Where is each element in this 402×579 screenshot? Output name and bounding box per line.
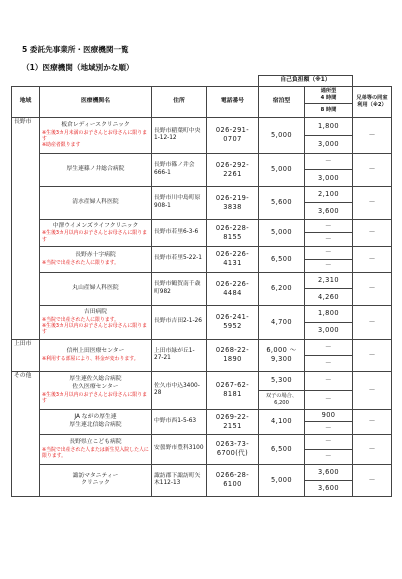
- facility-name-cell: [40, 305, 152, 339]
- facility-name-cell: [40, 186, 152, 219]
- facility-note: ※助産者限ります: [42, 142, 81, 149]
- phone-cell: 0268-22-1890: [207, 339, 259, 371]
- facility-name: JA ながの厚生連: [74, 414, 117, 421]
- facility-name: 清水産婦人科医院: [72, 198, 119, 205]
- facility-name: 長野赤十字病院: [75, 252, 116, 259]
- region-cell: 上田市: [12, 339, 40, 371]
- facility-name: 丸山産婦人科医院: [72, 284, 119, 291]
- stay-fee-cell: 6,200: [259, 272, 305, 305]
- facility-name-cell: [40, 371, 152, 409]
- facility-note: ※生後3カ月以内のお子さんとお母さんに限ります: [42, 391, 148, 405]
- visit8-fee-cell: －: [305, 233, 353, 247]
- visit4-fee-cell: －: [305, 219, 353, 233]
- facility-note: ※当院で出産された人に限ります。: [42, 316, 120, 323]
- table-row: [12, 186, 392, 203]
- stay-fee-cell: 4,700: [259, 305, 305, 339]
- phone-cell: 0266-28-6100: [207, 464, 259, 496]
- sibling-cell: －: [353, 464, 392, 496]
- visit4-fee-cell: 1,800: [305, 117, 353, 135]
- facility-name: 厚生連篠ノ井総合病院: [66, 165, 125, 172]
- table-row: [12, 246, 392, 259]
- address-cell: 長野市若里6-3-6: [152, 219, 207, 246]
- sibling-cell: －: [353, 246, 392, 272]
- table-row: [12, 305, 392, 322]
- stay-fee-cell: 5,000: [259, 117, 305, 153]
- address-cell: 長野市稲葉町中央1-12-12: [152, 117, 207, 153]
- visit8-header: 8 時間: [305, 103, 353, 117]
- stay-fee-cell: 5,300: [259, 371, 305, 390]
- visit8-fee-cell: －: [305, 390, 353, 409]
- address-cell: 中野市西1-5-63: [152, 409, 207, 434]
- facility-name-cell: [40, 153, 152, 186]
- visit8-fee-cell: －: [305, 449, 353, 464]
- stay-fee-cell: 4,100: [259, 409, 305, 434]
- sibling-cell: －: [353, 371, 392, 409]
- visit4-fee-cell: 900: [305, 409, 353, 422]
- facility-name: 諏訪マタニティー: [72, 472, 119, 479]
- visit8-fee-cell: 3,600: [305, 203, 353, 220]
- stay-header: 宿泊型: [259, 86, 305, 117]
- sibling-cell: －: [353, 219, 392, 246]
- facility-name-cell: [40, 464, 152, 496]
- facility-name: 吉田病院: [83, 308, 108, 315]
- table-row: [12, 464, 392, 480]
- stay-fee-cell: 6,500: [259, 246, 305, 272]
- facility-name: 板倉レディースクリニック: [61, 121, 130, 128]
- facility-note: ※当院で出産された人または新生児入院した人に限ります。: [42, 446, 149, 460]
- address-cell: 長野市吉田2-1-26: [152, 305, 207, 339]
- table-row: [12, 409, 392, 422]
- address-cell: 上田市緑が丘1-27-21: [152, 339, 207, 371]
- sibling-cell: －: [353, 272, 392, 305]
- visit4-fee-cell: 2,310: [305, 272, 353, 289]
- phone-cell: 026-219-3838: [207, 186, 259, 219]
- facility-name-line2: 厚生連北信総合病院: [69, 421, 122, 428]
- section-title: 5 委託先事業所・医療機関一覧: [22, 45, 129, 54]
- phone-cell: 026-228-8155: [207, 219, 259, 246]
- visit8-fee-cell: 3,000: [305, 135, 353, 153]
- visit8-fee-cell: 4,260: [305, 289, 353, 306]
- facility-note: ※当院で出産された人に限ります。: [42, 260, 120, 267]
- visit4-fee-cell: 1,800: [305, 305, 353, 322]
- address-cell: 長野市若里5-22-1: [152, 246, 207, 272]
- address-cell: 長野市篠ノ井会666-1: [152, 153, 207, 186]
- facility-name: 厚生連佐久総合病院: [69, 376, 122, 383]
- facility-name-cell: [40, 219, 152, 246]
- table-row: [12, 339, 392, 355]
- visit8-fee-cell: 3,600: [305, 480, 353, 496]
- stay-fee-cell: 5,600: [259, 186, 305, 219]
- facility-note: ※生後3カ月以内のお子さんとお母さんに限ります: [42, 230, 148, 243]
- facility-name: 信州上田医療センター: [66, 348, 125, 355]
- facility-header: 医療機関名: [40, 86, 152, 117]
- table-row: [12, 117, 392, 135]
- facility-name-cell: [40, 339, 152, 371]
- facility-name-cell: [40, 434, 152, 464]
- facility-name: 中澤ウイメンズライフクリニック: [52, 222, 139, 229]
- phone-cell: 026-292-2261: [207, 153, 259, 186]
- table-row: [12, 153, 392, 170]
- facility-name: 長野県立こども病院: [69, 439, 122, 446]
- visit4-fee-cell: 2,100: [305, 186, 353, 203]
- facility-table: [11, 75, 392, 497]
- sibling-cell: －: [353, 153, 392, 186]
- sibling-cell: －: [353, 305, 392, 339]
- stay-fee-cell: 5,000: [259, 219, 305, 246]
- visit8-fee-cell: 3,000: [305, 322, 353, 339]
- table-row: [12, 371, 392, 390]
- facility-name-cell: [40, 117, 152, 153]
- facility-name-line2: クリニック: [81, 480, 110, 487]
- visit8-fee-cell: 3,000: [305, 170, 353, 187]
- sibling-cell: －: [353, 117, 392, 153]
- region-cell: 長野市: [12, 117, 40, 339]
- phone-cell: 0263-73-6700(代): [207, 434, 259, 464]
- stay-fee-cell: 5,000: [259, 464, 305, 496]
- visit4-fee-cell: －: [305, 246, 353, 259]
- visit4-fee-cell: －: [305, 371, 353, 390]
- visit4-fee-cell: －: [305, 434, 353, 449]
- sibling-cell: －: [353, 186, 392, 219]
- visit8-fee-cell: －: [305, 422, 353, 435]
- address-cell: 長野市川中島町原908-1: [152, 186, 207, 219]
- phone-cell: 0267-62-8181: [207, 371, 259, 409]
- stay-fee-cell: 5,000: [259, 153, 305, 186]
- facility-name-cell: [40, 246, 152, 272]
- table-row: [12, 434, 392, 449]
- phone-cell: 026-241-5952: [207, 305, 259, 339]
- facility-note: ※生後3カ月未満のお子さんとお母さんに限ります: [42, 129, 148, 143]
- table-row: [12, 219, 392, 233]
- sibling-cell: －: [353, 434, 392, 464]
- facility-name-cell: [40, 409, 152, 434]
- address-cell: 佐久市中込3400-28: [152, 371, 207, 409]
- facility-note: ※生後3カ月以内のお子さんとお母さんに限ります: [42, 323, 148, 336]
- visit8-fee-cell: －: [305, 355, 353, 371]
- phone-cell: 0269-22-2151: [207, 409, 259, 434]
- visit4-fee-cell: 3,600: [305, 464, 353, 480]
- sibling-cell: －: [353, 409, 392, 434]
- address-cell: 安曇野市豊科3100: [152, 434, 207, 464]
- facility-note: ※利用する部屋により、料金が変わります。: [42, 356, 139, 363]
- stay-fee-cell: 6,500: [259, 434, 305, 464]
- self-pay-header: 自己負担額（※1）: [259, 76, 353, 87]
- sibling-cell: －: [353, 339, 392, 371]
- facility-name-line2: 佐久医療センター: [72, 383, 119, 390]
- address-cell: 長野市鶴賀南千歳町982: [152, 272, 207, 305]
- phone-cell: 026-226-4131: [207, 246, 259, 272]
- phone-cell: 026-226-4484: [207, 272, 259, 305]
- visit-header: 通所型 4 時間: [305, 86, 353, 103]
- stay-fee-note-cell: 双子の場合、6,200: [259, 390, 305, 409]
- region-cell: その他: [12, 371, 40, 496]
- address-header: 住所: [152, 86, 207, 117]
- stay-fee-cell: 6,000 ～9,300: [259, 339, 305, 371]
- sibling-header: 兄弟等の同室利用（※2）: [353, 86, 392, 117]
- visit4-fee-cell: －: [305, 153, 353, 170]
- table-row: [12, 272, 392, 289]
- phone-header: 電話番号: [207, 86, 259, 117]
- visit8-fee-cell: －: [305, 259, 353, 272]
- phone-cell: 026-291-0707: [207, 117, 259, 153]
- subsection-title: （1）医療機関（地域別かな順）: [22, 63, 134, 72]
- region-header: 地域: [12, 86, 40, 117]
- facility-name-cell: [40, 272, 152, 305]
- visit4-fee-cell: －: [305, 339, 353, 355]
- address-cell: 諏訪郡下諏訪町矢木112-13: [152, 464, 207, 496]
